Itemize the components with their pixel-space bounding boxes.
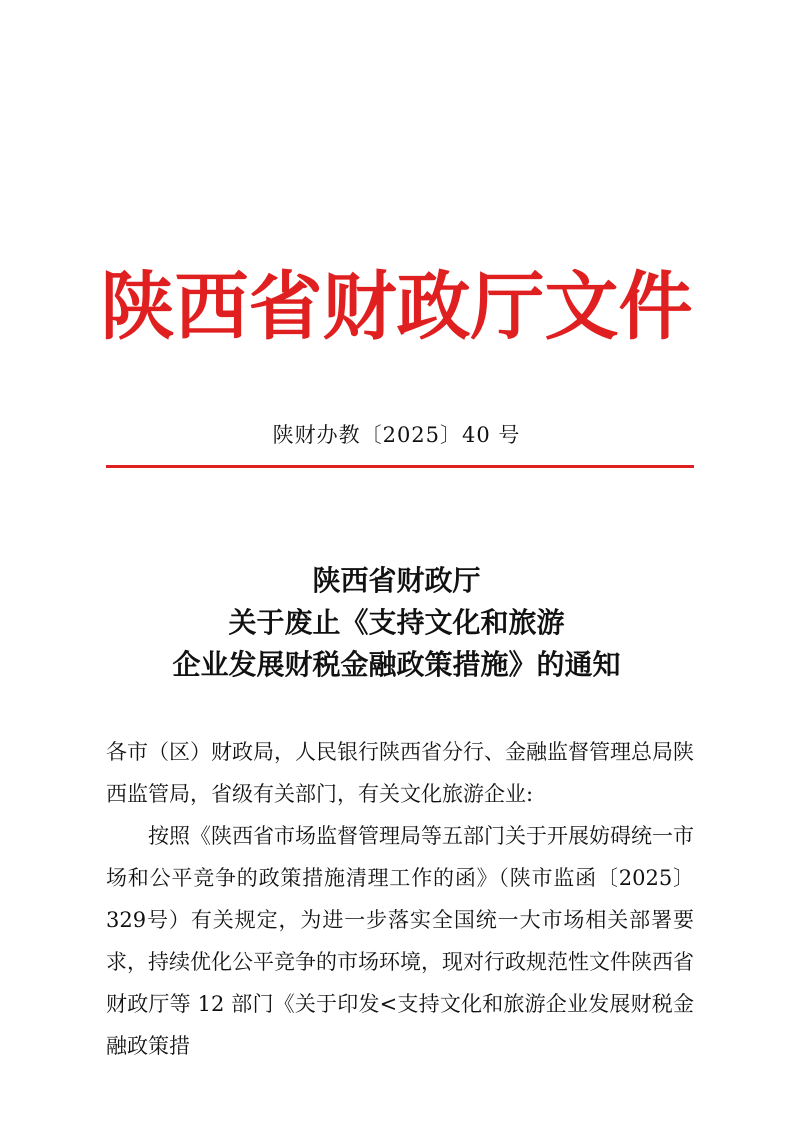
notice-title	[0, 560, 793, 686]
red-divider-line	[106, 465, 694, 468]
addressee-paragraph: 各市（区）财政局，人民银行陕西省分行、金融监督管理总局陕西监管局，省级有关部门，有关文化旅游企业:	[106, 740, 694, 806]
title-line-3: 企业发展财税金融政策措施》的通知	[172, 648, 621, 681]
document-number: 陕财办教〔2025〕40 号	[272, 423, 521, 447]
title-line-2: 关于废止《支持文化和旅游	[228, 606, 565, 639]
body-paragraph-1: 按照《陕西省市场监督管理局等五部门关于开展妨碍统一市场和公平竞争的政策措施清理工作的函》（陕市监函〔2025〕329号）有关规定，为进一步落实全国统一大市场相关部署要求，持续优化公平竞争的市场环境，现对行政规范性文件陕西省财政厅等 12 部门《关于印发<支持文化和旅游企业发展财税金融政策措	[106, 824, 694, 1058]
document-masthead: 陕西省财政厅文件	[100, 264, 693, 350]
notice-body	[106, 731, 694, 1067]
title-line-1: 陕西省财政厅	[312, 564, 481, 597]
